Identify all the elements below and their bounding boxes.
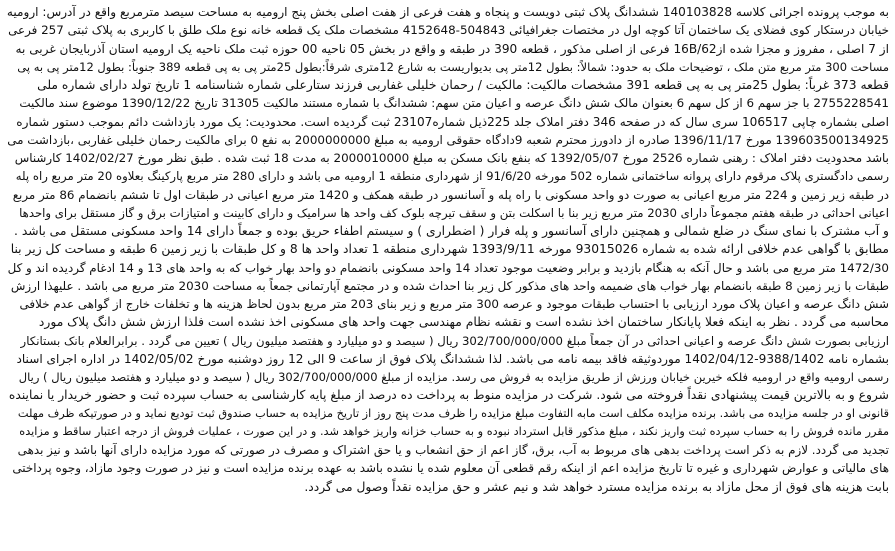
text-line: و آب مشترک با نمای سنگ در ضلع شمالی و همچنین دارای آسانسور و پله فرار ( اضطراری ) و سیستم اطفاء حریق بوده و جمعاً دارای 14 واحد مسکونی مستقل می باشد . [14, 224, 889, 238]
text-line: طبقات با زیر زمین 8 طبقه بانضمام بهار خواب های ضمیمه واحد های مذکور کل زیر بنا احداث شده و در مجتمع آپارتمانی جمعاً به مساحت 2030 متر مربع می باشد . علیهذا ارزش [10, 278, 889, 293]
text-line: رسمی ارومیه واقع در ارومیه فلکه خیرین خیابان ورزش از طریق مزایده به فروش می رسد. مزایده از مبلغ 302/700/000/000 ریال ( سیصد و دو میلیارد و هفتصد میلیون ریال ) ریال [18, 370, 889, 384]
text-line: قطعه 373 غرباً: بطول 25متر پی به پی قطعه 391 مشخصات مالکیت: مالکیت / رحمان خلیلی غفاربی فرزند ستارعلی شماره شناسنامه 1 تاریخ تولد دارای شماره ملی [37, 78, 889, 92]
text-line: مساحت 300 متر مربع متن ملک ، توضیحات ملک به حدود: شمالاً: بطول 12متر پی بدیواریست به شارع 12متری شرقاً:بطول 25متر پی به پی قطعه 389 جنوباً: بطول 12متر پی به پی [17, 59, 889, 74]
text-line: قانونی او در جلسه مزایده می باشد. برنده مزایده مکلف است مابه التفاوت مبلغ مزایده را ظرف مدت پنج روز از تاریخ مزایده به حساب صندوق ثبت تودیع نماید و در صورتیکه ظرف مهلت [17, 406, 889, 420]
text-line: اصلی بشماره چاپی 106517 سری سال که در صفحه 346 دفتر املاک جلد 225ذیل شماره23107 ثبت گردیده است. محدودیت: یک مورد بازداشت دائم بموجب دستور شماره [16, 114, 889, 129]
text-line: تجدید می گردد. لازم به ذکر است پرداخت بدهی های مربوط به آب، برق، گاز اعم از حق انشعاب و یا حق اشتراک و مصرف در صورتی که مورد مزایده دارای آنها باشد و نیز بدهی [17, 443, 889, 457]
text-line: به موجب پرونده اجرائی کلاسه 140103828 ششدانگ پلاک ثبتی دویست و پنجاه و هفت فرعی از هفت اصلی بخش پنج ارومیه به مساحت سیصد مترمربع واقع در آدرس: ارومیه [6, 5, 889, 19]
text-line: مقرر مانده فروش را به حساب سپرده ثبت واریز نکند ، مبلغ مذکور قابل استرداد نبوده و به حساب خزانه واریز خواهد شد. و در این صورت ، عملیات فروش از درجه اعتبار ساقط و مزایده [19, 424, 889, 438]
text-line: های مالیاتی و عوارض شهرداری و غیره تا تاریخ مزایده اعم از اینکه رقم قطعی آن معلوم شده یا نشده باشد به عهده برنده مزایده است و نیز در صورت وجود مازاد، وجوه پرداختی [12, 461, 889, 476]
text-line: مطابق با گواهی عدم خلافی ارائه شده به شماره 93015026 مورخه 1393/9/11 شهرداری منطقه 1 تعداد واحد ها 8 و کل طبقات با زیر زمین 6 طبقه و مساحت کل زیر بنا [10, 242, 889, 257]
text-line: 2755228541 با جز سهم 6 از کل سهم 6 بعنوان مالک شش دانگ عرصه و اعیان متن سهم: ششدانگ با شماره مستند مالکیت 31305 تاریخ 1390/12/22 موضوع سند مالکیت [19, 96, 889, 111]
text-line: شش دانگ عرصه و اعیان پلاک مورد ارزیابی با احتساب طبقات موجود و عرصه 300 متر مربع و زیر بنای 203 متر مربع بدون لحاظ هزینه ها و تخلفات خارج از گواهی عدم خلافی [19, 297, 889, 311]
text-line: اعیانی احداثی در طبقه هفتم مجموعاً دارای 2030 متر مربع زیر بنا با اسکلت بتن و سقف تیرچه بلوک کف واحد ها سرامیک و دارای کابینت و امتیازات برق و گاز مستقل برای واحدها [19, 205, 889, 220]
text-line: شروع و به بالاترین قیمت پیشنهادی نقداً فروخته می شود. شرکت در مزایده منوط به پرداخت ده درصد از مبلغ پایه کارشناسی به حساب سپرده ثبت و حضور خریدار یا نماینده [8, 388, 889, 403]
text-line: در طبقه زیر زمین و 224 متر مربع اعیانی به صورت دو واحد مسکونی با راه پله و آسانسور در طبقه همکف و 1420 متر مربع اعیانی در طبقات اول تا ششم بانضمام 86 متر مربع [12, 187, 889, 202]
text-line: رسمی دادگستری پلاک مرقوم دارای پروانه ساختمانی شماره 502 مورخه 91/6/20 از شهرداری منطقه 1 ارومیه می باشد و دارای 280 متر مربع پارکینگ بعلاوه 20 متر مربع راه پله [15, 169, 889, 184]
text-line: باشد محدودیت دفتر املاک : رهنی شماره 2526 مورخ 1392/05/07 که بنفع بانک مسکن به مبلغ 2000010000 به مدت 18 ثبت شده . طبق نظر مورخ 1402/02/27 کارشناس [14, 151, 889, 165]
text-line: بشماره نامه 9388/1402-1402/04/12 موردوثیقه فاقد بیمه نامه می باشد. لذا ششدانگ پلاک فوق از ساعت 9 الی 12 روز دوشنبه مورخ 1402/05/02 در اداره اجرای اسناد [16, 351, 889, 366]
text-line: خیابان درستکار کوی فضلای یک ساختمان آتا کوچه اول در مختصات جغرافیائی 504843-4152648 مشخصات ملک یک قطعه خانه نوع ملک طلق با کاربری به پلاک ثبتی 257 فرعی [8, 23, 889, 38]
text-line: ارزیابی بصورت شش دانگ عرصه و اعیانی احداثی در آن جمعاً مبلغ 302/700/000/000 ریال ( سیصد و دو میلیارد و هفتصد میلیون ریال ) تعیین می گردد . برابرالعلام بانک بستانکار [20, 333, 889, 348]
text-line: محاسبه می گردد . نظر به اینکه فعلا پایانکار ساختمان اخذ نشده است و نقشه نظام مهندسی جهت واحد های مسکونی اخذ نشده است فلذا ارزش شش دانگ پلاک مورد [38, 315, 889, 330]
text-line: از 7 اصلی ، مفروز و مجزا شده از16B/62 فرعی از اصلی مذکور ، قطعه 390 در طبقه و واقع در بخش 05 ناحیه 00 حوزه ثبت ملک ناحیه یک ارومیه استان آذربایجان غربی به [15, 41, 889, 56]
text-line: 139603500134925 مورخ 1396/11/17 صادره از دادورز محترم شعبه 9دادگاه حقوقی ارومیه به مبلغ 2000000000 به نفع 0 برای مالکیت رحمان خلیلی غفاربی ،بازداشت می [7, 132, 889, 147]
text-line: 1472/30 متر مربع می باشد و حال آنکه به هنگام بازدید و برابر وضعیت موجود تعداد 14 واحد مسکونی بانضمام دو واحد بهار خواب که به واحد های 13 و 14 ادغام گردیده اند و کل [7, 260, 889, 275]
text-line: بابت هزینه های فوق از محل مازاد به برنده مزایده مسترد خواهد شد و نیم عشر و حق مزایده نقداً وصول می گردد. [304, 479, 889, 494]
